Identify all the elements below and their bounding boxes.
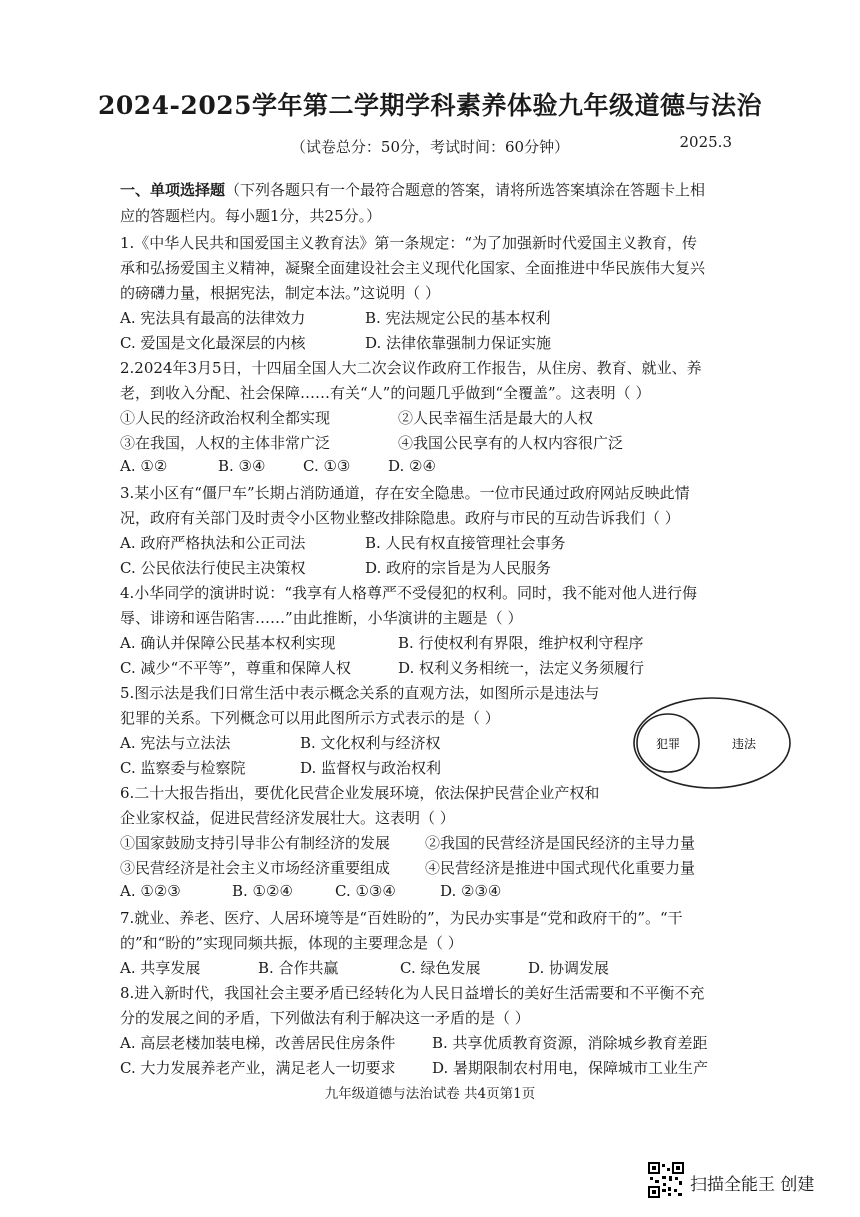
q3-stem-line1: 3.某小区有“僵尸车”长期占消防通道，存在安全隐患。一位市民通过政府网站反映此情: [120, 484, 690, 502]
exam-title: 2024-2025学年第二学期学科素养体验九年级道德与法治: [97, 91, 763, 120]
q8-stem-line1: 8.进入新时代，我国社会主要矛盾已经转化为人民日益增长的美好生活需要和不平衡不充: [120, 984, 705, 1002]
q8-stem-line2: 分的发展之间的矛盾，下列做法有利于解决这一矛盾的是（ ）: [120, 1009, 530, 1027]
q1-stem-line1: 1.《中华人民共和国爱国主义教育法》第一条规定：“为了加强新时代爱国主义教育，传: [120, 234, 697, 252]
q2-option-d: D. ②④: [388, 457, 436, 475]
section-intro: [120, 179, 705, 200]
venn-diagram: [632, 696, 792, 790]
q6-stem-line2: 企业家权益，促进民营经济发展壮大。这表明（ ）: [120, 809, 455, 827]
section-heading: 一、单项选择题: [120, 181, 226, 199]
exam-subtitle: （试卷总分：50分，考试时间：60分钟）: [290, 138, 570, 156]
q7-stem-line2: 的”和“盼的”实现同频共振，体现的主要理念是（ ）: [120, 934, 463, 952]
q2-statement-4: ④我国公民享有的人权内容很广泛: [398, 434, 624, 452]
section-intro-text: （下列各题只有一个最符合题意的答案，请将所选答案填涂在答题卡上相: [225, 181, 706, 199]
exam-date: 2025.3: [679, 133, 732, 151]
q3-option-b: B. 人民有权直接管理社会事务: [365, 534, 566, 552]
q6-stem-line1: 6.二十大报告指出，要优化民营企业发展环境，依法保护民营企业产权和: [120, 784, 600, 802]
q6-option-c: C. ①③④: [335, 882, 396, 900]
qr-code-icon: [648, 1162, 684, 1198]
q8-option-d: D. 暑期限制农村用电，保障城市工业生产: [432, 1059, 709, 1077]
q7-stem-line1: 7.就业、养老、医疗、人居环境等是“百姓盼的”，为民办实事是“党和政府干的”。“干: [120, 909, 683, 927]
q6-statement-4: ④民营经济是推进中国式现代化重要力量: [425, 859, 696, 877]
q3-option-a: A. 政府严格执法和公正司法: [120, 534, 306, 552]
q1-stem-line3: 的磅礴力量，根据宪法，制定本法。”这说明（ ）: [120, 284, 440, 302]
page-footer: 九年级道德与法治试卷 共4页第1页: [324, 1086, 536, 1102]
q1-stem-line2: 承和弘扬爱国主义精神，凝聚全面建设社会主义现代化国家、全面推进中华民族伟大复兴: [120, 259, 706, 277]
q4-option-c: C. 减少“不平等”，尊重和保障人权: [120, 659, 351, 677]
q6-option-b: B. ①②④: [232, 882, 293, 900]
q5-stem-line2: 犯罪的关系。下列概念可以用此图所示方式表示的是（ ）: [120, 709, 500, 727]
q4-stem-line1: 4.小华同学的演讲时说：“我享有人格尊严不受侵犯的权利。同时，我不能对他人进行侮: [120, 584, 697, 602]
q3-option-c: C. 公民依法行使民主决策权: [120, 559, 306, 577]
q2-option-a: A. ①②: [120, 457, 168, 475]
q2-option-c: C. ①③: [303, 457, 351, 475]
q2-option-b: B. ③④: [218, 457, 266, 475]
q3-stem-line2: 况，政府有关部门及时责令小区物业整改排除隐患。政府与市民的互动告诉我们（ ）: [120, 509, 680, 527]
q2-stem-line1: 2.2024年3月5日，十四届全国人大二次会议作政府工作报告，从住房、教育、就业、养: [120, 359, 702, 377]
q7-option-c: C. 绿色发展: [400, 959, 481, 977]
watermark-text: 扫描全能王 创建: [690, 1175, 815, 1195]
venn-inner-label: 犯罪: [655, 737, 681, 751]
q1-option-a: A. 宪法具有最高的法律效力: [120, 309, 306, 327]
q4-stem-line2: 辱、诽谤和诬告陷害……”由此推断，小华演讲的主题是（ ）: [120, 609, 523, 627]
q4-option-a: A. 确认并保障公民基本权利实现: [120, 634, 336, 652]
q3-option-d: D. 政府的宗旨是为人民服务: [365, 559, 552, 577]
q1-option-c: C. 爱国是文化最深层的内核: [120, 334, 306, 352]
q8-option-a: A. 高层老楼加装电梯，改善居民住房条件: [120, 1034, 396, 1052]
q5-option-a: A. 宪法与立法法: [120, 734, 231, 752]
q8-option-b: B. 共享优质教育资源，消除城乡教育差距: [432, 1034, 708, 1052]
q6-option-a: A. ①②③: [120, 882, 181, 900]
q5-option-c: C. 监察委与检察院: [120, 759, 246, 777]
q5-option-d: D. 监督权与政治权利: [300, 759, 442, 777]
q2-stem-line2: 老，到收入分配、社会保障……有关“人”的问题几乎做到“全覆盖”。这表明（ ）: [120, 384, 651, 402]
q4-option-b: B. 行使权利有界限，维护权利守程序: [398, 634, 644, 652]
q4-option-d: D. 权利义务相统一，法定义务须履行: [398, 659, 645, 677]
section-intro-line2: 应的答题栏内。每小题1分，共25分。）: [120, 207, 382, 225]
q8-option-c: C. 大力发展养老产业，满足老人一切要求: [120, 1059, 396, 1077]
q1-option-b: B. 宪法规定公民的基本权利: [365, 309, 551, 327]
q7-option-d: D. 协调发展: [528, 959, 610, 977]
venn-outer-label: 违法: [731, 737, 757, 751]
q7-option-b: B. 合作共赢: [258, 959, 339, 977]
q7-option-a: A. 共享发展: [120, 959, 201, 977]
q6-option-d: D. ②③④: [440, 882, 502, 900]
q2-statement-3: ③在我国，人权的主体非常广泛: [120, 434, 331, 452]
q1-option-d: D. 法律依靠强制力保证实施: [365, 334, 552, 352]
q2-statement-1: ①人民的经济政治权利全都实现: [120, 409, 331, 427]
q2-statement-2: ②人民幸福生活是最大的人权: [398, 409, 594, 427]
q5-stem-line1: 5.图示法是我们日常生活中表示概念关系的直观方法，如图所示是违法与: [120, 684, 600, 702]
q6-statement-2: ②我国的民营经济是国民经济的主导力量: [425, 834, 696, 852]
q5-option-b: B. 文化权利与经济权: [300, 734, 441, 752]
q6-statement-1: ①国家鼓励支持引导非公有制经济的发展: [120, 834, 391, 852]
q6-statement-3: ③民营经济是社会主义市场经济重要组成: [120, 859, 391, 877]
